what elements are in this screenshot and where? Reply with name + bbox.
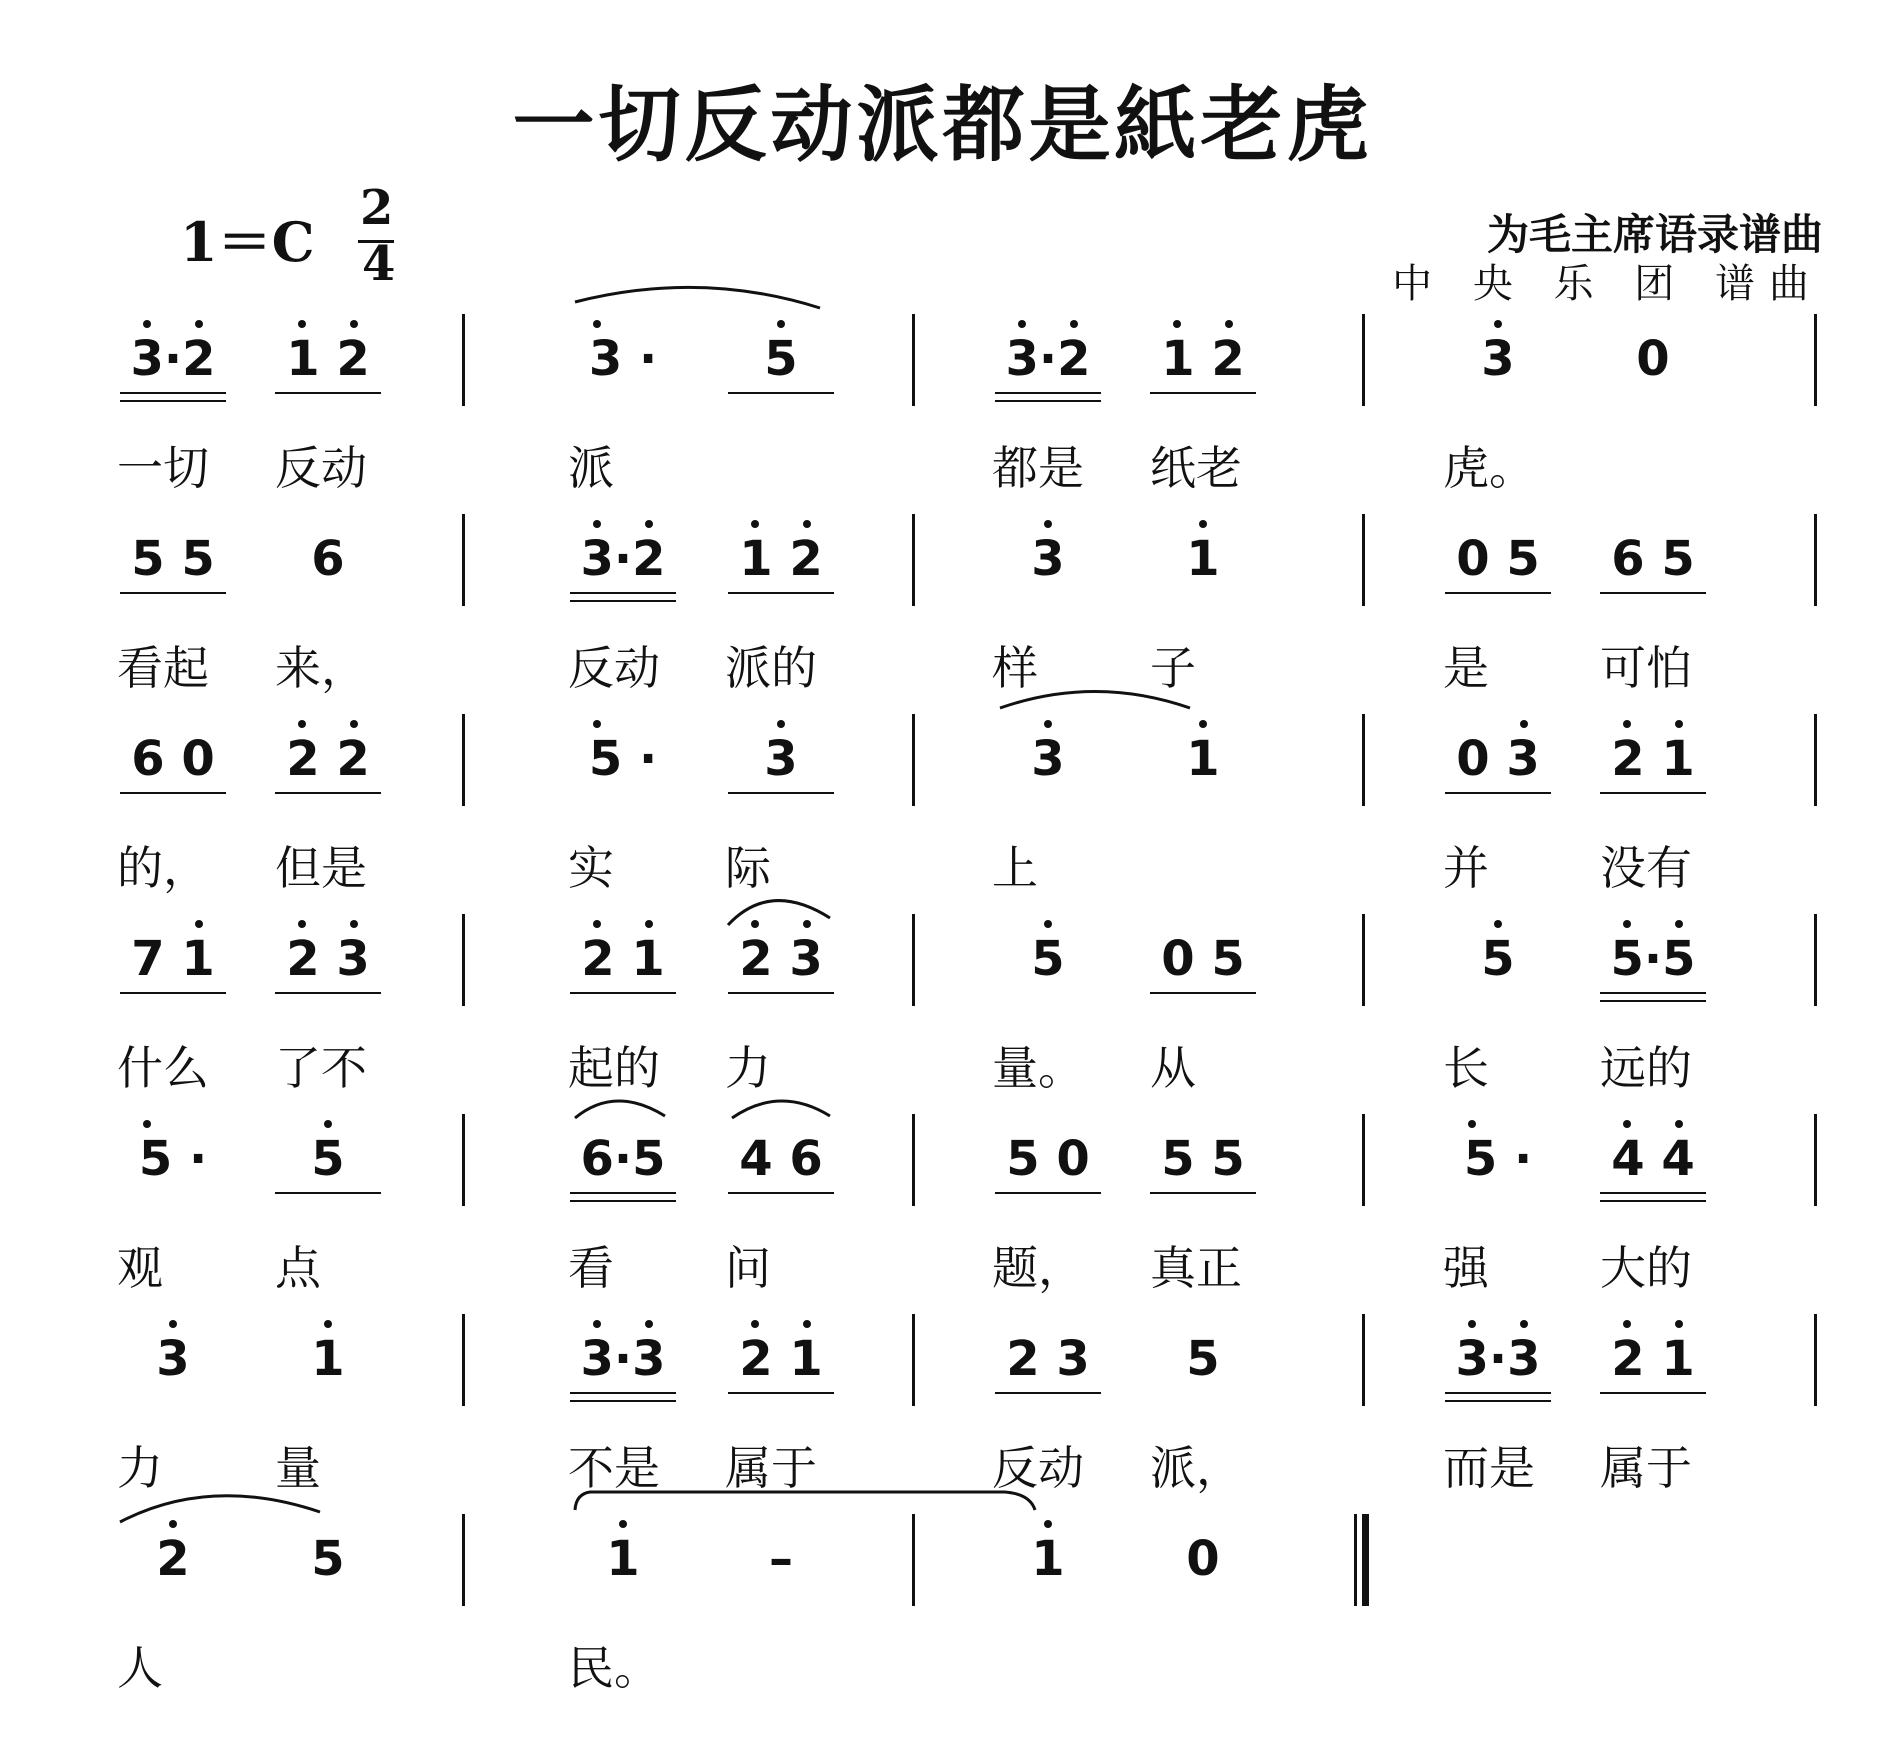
composer-credit: 中 央 乐 团 谱曲 — [1392, 261, 1823, 307]
lyric-text: 是 — [1443, 641, 1489, 695]
lyric-text: 派 — [568, 441, 614, 495]
lyric-text: 题， — [992, 1241, 1084, 1295]
note-group: 2 — [156, 1531, 190, 1587]
note-group: 5 — [311, 1531, 345, 1587]
lyric-text: 长 — [1443, 1041, 1489, 1095]
lyric-text: 人 — [117, 1641, 163, 1695]
lyric-text: 起的 — [568, 1041, 660, 1095]
key-signature: 1＝C — [180, 210, 315, 274]
lyric-text: 力 — [725, 1041, 771, 1095]
note-group: 2 1 — [581, 931, 665, 987]
lyric-text: 属于 — [1600, 1441, 1692, 1495]
note-group: 3 — [1031, 731, 1065, 787]
note-group: 4 6 — [739, 1131, 823, 1187]
lyric-text: 虎。 — [1443, 441, 1535, 495]
slur — [120, 1496, 320, 1522]
note-group: 5 · — [138, 1131, 208, 1187]
note-group: 3 — [1031, 531, 1065, 587]
note-group: 3·2 — [1005, 331, 1091, 387]
note-group: 4 4 — [1611, 1131, 1695, 1187]
note-group: 1 — [1186, 731, 1220, 787]
lyric-text: 而是 — [1443, 1441, 1535, 1495]
note-group: 6 0 — [131, 731, 215, 787]
note-group: 3·2 — [130, 331, 216, 387]
tie — [575, 1492, 1035, 1510]
note-group: 2 1 — [1611, 731, 1695, 787]
lyric-text: 实 — [568, 841, 614, 895]
note-group: 2 1 — [739, 1331, 823, 1387]
lyric-text: 看起 — [117, 641, 209, 695]
note-group: 3 — [1481, 331, 1515, 387]
slur — [728, 901, 830, 925]
lyric-text: 属于 — [725, 1441, 817, 1495]
slur — [1000, 692, 1190, 709]
time-signature-numerator: 2 — [360, 180, 394, 236]
lyric-text: 真正 — [1150, 1241, 1242, 1295]
note-group: 0 5 — [1161, 931, 1245, 987]
note-group: 1 2 — [739, 531, 823, 587]
lyric-text: 没有 — [1600, 841, 1692, 895]
lyric-text: 强 — [1443, 1241, 1489, 1295]
note-group: 5 5 — [131, 531, 215, 587]
note-group: 2 3 — [739, 931, 823, 987]
note-group: 3 — [156, 1331, 190, 1387]
slur — [575, 1101, 665, 1118]
note-group: 5 — [1481, 931, 1515, 987]
note-group: 0 — [1636, 331, 1670, 387]
lyric-text: 反动 — [992, 1441, 1084, 1495]
slur — [575, 287, 820, 308]
lyric-text: 看 — [568, 1241, 614, 1295]
song-title: 一切反动派都是紙老虎 — [512, 77, 1373, 173]
note-group: 3·3 — [580, 1331, 666, 1387]
lyric-text: 力 — [117, 1441, 163, 1495]
note-group: 2 1 — [1611, 1331, 1695, 1387]
lyric-text: 远的 — [1600, 1041, 1692, 1095]
lyrics-credit: 为毛主席语录谱曲 — [1486, 210, 1823, 259]
note-group: 5 — [764, 331, 798, 387]
note-group: 5·5 — [1610, 931, 1696, 987]
lyric-text: 但是 — [275, 841, 367, 895]
note-group: 5 — [1031, 931, 1065, 987]
lyric-text: 一切 — [117, 441, 209, 495]
lyric-text: 都是 — [992, 441, 1084, 495]
note-group: 1 — [606, 1531, 640, 1587]
note-group: 1 — [311, 1331, 345, 1387]
note-group: 0 — [1186, 1531, 1220, 1587]
lyric-text: 大的 — [1600, 1241, 1692, 1295]
lyric-text: 际 — [725, 841, 771, 895]
note-group: 1 — [1186, 531, 1220, 587]
note-group: 0 5 — [1456, 531, 1540, 587]
note-group: 3·3 — [1455, 1331, 1541, 1387]
note-group: 5 — [1186, 1331, 1220, 1387]
lyric-text: 什么 — [117, 1041, 209, 1095]
note-group: 3·2 — [580, 531, 666, 587]
lyric-text: 反动 — [568, 641, 660, 695]
lyric-text: 样 — [992, 641, 1038, 695]
lyric-text: 派， — [1150, 1441, 1242, 1495]
lyric-text: 民。 — [568, 1641, 660, 1695]
slur — [732, 1101, 830, 1118]
note-group: 5 0 — [1006, 1131, 1090, 1187]
note-group: 7 1 — [131, 931, 215, 987]
note-group: 2 3 — [1006, 1331, 1090, 1387]
lyric-text: 问 — [725, 1241, 771, 1295]
lyric-text: 了不 — [275, 1041, 367, 1095]
note-group: 3 — [764, 731, 798, 787]
note-group: 5 · — [1463, 1131, 1533, 1187]
note-group: 5 · — [588, 731, 658, 787]
note-group: 0 3 — [1456, 731, 1540, 787]
note-group: 5 5 — [1161, 1131, 1245, 1187]
lyric-text: 反动 — [275, 441, 367, 495]
note-group: 2 3 — [286, 931, 370, 987]
note-group: 6 5 — [1611, 531, 1695, 587]
lyric-text: 的， — [117, 841, 209, 895]
note-group: 6·5 — [580, 1131, 666, 1187]
lyric-text: 从 — [1150, 1041, 1196, 1095]
lyric-text: 派的 — [725, 641, 817, 695]
lyric-text: 不是 — [568, 1441, 660, 1495]
lyric-text: 上 — [992, 841, 1038, 895]
lyric-text: 可怕 — [1600, 641, 1692, 695]
note-group: 6 — [311, 531, 345, 587]
lyric-text: 点 — [275, 1241, 321, 1295]
time-signature-denominator: 4 — [362, 236, 396, 292]
lyric-text: 观 — [117, 1241, 163, 1295]
note-group: 1 2 — [286, 331, 370, 387]
note-group: 2 2 — [286, 731, 370, 787]
note-group: 5 — [311, 1131, 345, 1187]
note-group: 1 2 — [1161, 331, 1245, 387]
lyric-text: 纸老 — [1150, 441, 1242, 495]
lyric-text: 子 — [1150, 641, 1196, 695]
lyric-text: 量。 — [992, 1041, 1084, 1095]
note-group: – — [769, 1531, 793, 1587]
lyric-text: 量 — [275, 1441, 321, 1495]
note-group: 1 — [1031, 1531, 1065, 1587]
note-group: 3 · — [588, 331, 658, 387]
lyric-text: 来， — [275, 641, 367, 695]
lyric-text: 并 — [1443, 841, 1489, 895]
